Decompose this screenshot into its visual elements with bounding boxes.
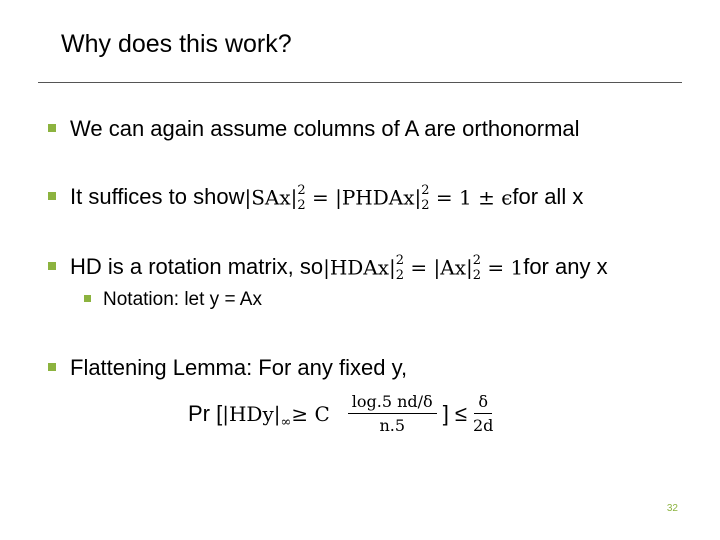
- eq-mid: = |PHDAx|: [305, 185, 422, 210]
- eq-mid-sub: 2: [421, 197, 430, 213]
- sub-bullet-notation: [84, 289, 262, 311]
- equation-sax: [244, 184, 512, 214]
- sub-bullet-square-icon: [84, 295, 91, 302]
- bullet-rotation-matrix: [48, 254, 608, 284]
- slide-title: Why does this work?: [61, 30, 292, 58]
- bullet-text-suffix: for any x: [523, 254, 608, 280]
- eq-lhs-sup: 2: [395, 253, 405, 268]
- sub-bullet-text: Notation: let y = Ax: [103, 289, 262, 310]
- eq-lhs-script: [297, 184, 305, 214]
- lemma-pr: Pr [: [188, 400, 223, 426]
- page-number: 32: [666, 503, 678, 514]
- bullet-text-prefix: It suffices to show: [70, 184, 245, 210]
- eq-lhs-script: [396, 254, 404, 284]
- lemma-fraction-bound: [348, 392, 437, 435]
- lemma-prob-denominator: 2d: [473, 416, 494, 435]
- bullet-text-prefix: HD is a rotation matrix, so: [70, 254, 324, 280]
- bullet-suffices-to-show: [48, 184, 583, 214]
- bullet-flattening-lemma: [48, 355, 407, 381]
- lemma-norm: [222, 401, 292, 430]
- eq-rhs: = 1 ± ϵ: [429, 185, 513, 210]
- lemma-prob-numerator: δ: [474, 392, 492, 414]
- lemma-inequality: [188, 392, 499, 435]
- eq-mid-sup: 2: [421, 183, 430, 198]
- bullet-square-icon: [48, 363, 56, 371]
- eq-lhs-sup: 2: [297, 183, 306, 198]
- bullet-square-icon: [48, 192, 56, 200]
- equation-hdax: [323, 254, 523, 284]
- eq-lhs: |HDAx|: [323, 255, 396, 280]
- eq-lhs-sub: 2: [297, 197, 306, 213]
- lemma-fraction-numerator: log.5 nd/δ: [348, 392, 437, 414]
- bullet-square-icon: [48, 262, 56, 270]
- eq-lhs: |SAx|: [244, 185, 298, 210]
- bullet-text: We can again assume columns of A are orthonormal: [70, 116, 580, 141]
- bullet-text: Flattening Lemma: For any fixed y,: [70, 355, 408, 380]
- bullet-text-suffix: for all x: [512, 184, 584, 210]
- eq-mid-script: [473, 254, 481, 284]
- lemma-norm-sub: ∞: [280, 414, 292, 430]
- lemma-norm-body: |HDy|: [222, 401, 281, 426]
- eq-mid-script: [421, 184, 429, 214]
- lemma-fraction-denominator: n.5: [379, 416, 406, 435]
- eq-mid-sup: 2: [472, 253, 481, 268]
- eq-lhs-sub: 2: [395, 267, 405, 283]
- bullet-square-icon: [48, 124, 56, 132]
- lemma-geq: ≥ C: [291, 401, 330, 426]
- eq-mid: = |Ax|: [404, 255, 473, 280]
- lemma-close: ] ≤: [442, 400, 467, 426]
- eq-rhs: = 1: [481, 255, 524, 280]
- lemma-fraction-prob: [473, 392, 493, 435]
- bullet-assume-orthonormal: [48, 116, 580, 142]
- title-rule: [38, 82, 682, 83]
- eq-mid-sub: 2: [472, 267, 481, 283]
